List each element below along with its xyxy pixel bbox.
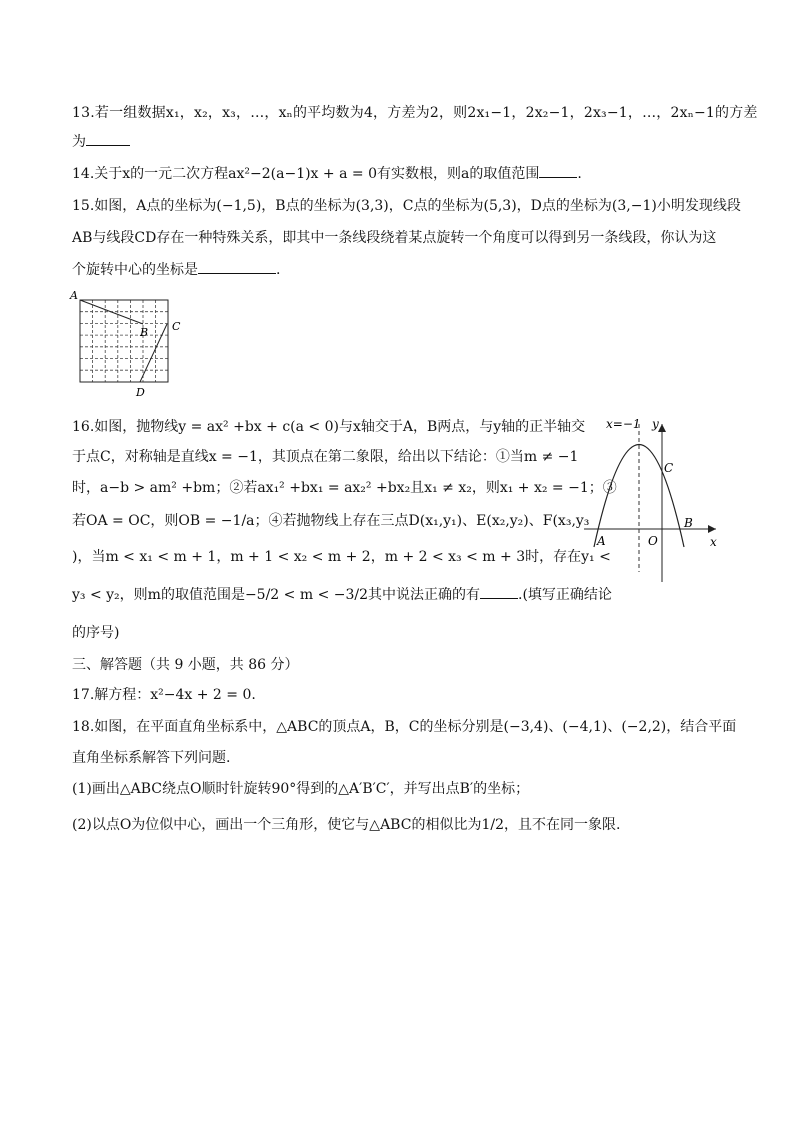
q13-line-2-text: 为 — [72, 134, 86, 150]
point-a-label: A — [597, 534, 606, 548]
q16-parabola-figure — [584, 412, 724, 584]
q13-answer-blank[interactable] — [86, 133, 130, 146]
section-3-heading: 三、解答题（共 9 小题，共 86 分） — [72, 657, 299, 673]
symmetry-label: x=−1 — [606, 417, 641, 431]
label-c: C — [172, 320, 181, 333]
q17-line: 17.解方程：x²−4x + 2 = 0. — [72, 687, 256, 703]
y-axis-arrow — [658, 424, 666, 432]
q15-line-1: 15.如图，A点的坐标为(−1,5)，B点的坐标为(3,3)，C点的坐标为(5,3)，D点的坐标为(3,−1)小明发现线段 — [72, 198, 741, 214]
q16-line-4: 若OA = OC，则OB = −1/a；④若抛物线上存在三点D(x₁,y₁)、E(x₂,y₂)、F(x₃,y₃ — [72, 513, 590, 529]
q16-line-6-text: y₃ < y₂，则m的取值范围是−5/2 < m < −3/2其中说法正确的有 — [72, 587, 481, 603]
q16-line-6 — [72, 586, 612, 604]
point-c-label: C — [664, 461, 674, 475]
q15-line-2: AB与线段CD存在一种特殊关系，即其中一条线段绕着某点旋转一个角度可以得到另一条线段，你认为这 — [72, 230, 717, 246]
x-label: x — [710, 535, 717, 549]
label-d: D — [136, 386, 145, 399]
q16-line-5: )，当m < x₁ < m + 1，m + 1 < x₂ < m + 2，m + 2 < x₃ < m + 3时，存在y₁ < — [72, 549, 611, 565]
q15-answer-blank[interactable] — [198, 261, 276, 274]
q14-answer-blank[interactable] — [539, 165, 577, 178]
q16-line-7: 的序号) — [72, 625, 120, 641]
q18-line-3: (1)画出△ABC绕点O顺时针旋转90°得到的△A′B′C′，并写出点B′的坐标； — [72, 781, 530, 797]
label-a: A — [70, 289, 78, 302]
q16-line-3: 时，a−b > am² +bm；②若ax₁² +bx₁ = ax₂² +bx₂且x₁ ≠ x₂，则x₁ + x₂ = −1；③ — [72, 480, 617, 496]
q16-line-6-end: .(填写正确结论 — [518, 587, 612, 603]
origin-label: O — [648, 534, 658, 548]
q15-end: . — [276, 262, 281, 278]
x-axis-arrow — [708, 525, 716, 533]
q13-line-1: 13.若一组数据x₁，x₂，x₃，…，xₙ的平均数为4，方差为2，则2x₁−1，2x₂−1，2x₃−1，…，2xₙ−1的方差 — [72, 105, 758, 121]
q14-end: . — [577, 166, 582, 182]
segment-ab — [80, 300, 143, 324]
label-b: B — [140, 326, 149, 339]
q14-line-1 — [72, 165, 582, 183]
q18-line-2: 直角坐标系解答下列问题. — [72, 750, 231, 766]
q16-line-1: 16.如图，抛物线y = ax² +bx + c(a < 0)与x轴交于A，B两点，与y轴的正半轴交 — [72, 419, 586, 435]
q16-line-2: 于点C，对称轴是直线x = −1，其顶点在第二象限，给出以下结论：①当m ≠ −1 — [72, 449, 579, 465]
q15-line-3 — [72, 261, 280, 279]
q18-line-4: (2)以点O为位似中心，画出一个三角形，使它与△ABC的相似比为1/2，且不在同一象限. — [72, 817, 621, 833]
y-label: y — [652, 417, 659, 431]
q15-line-3-text: 个旋转中心的坐标是 — [72, 262, 198, 278]
q13-line-2 — [72, 133, 130, 151]
q14-text: 14.关于x的一元二次方程ax²−2(a−1)x + a = 0有实数根，则a的取值范围 — [72, 166, 540, 182]
q16-answer-blank[interactable] — [480, 586, 518, 599]
point-b-label: B — [684, 516, 693, 530]
q15-grid-figure — [66, 286, 196, 404]
q18-line-1: 18.如图，在平面直角坐标系中，△ABC的顶点A，B，C的坐标分别是(−3,4)、(−4,1)、(−2,2)，结合平面 — [72, 719, 737, 735]
